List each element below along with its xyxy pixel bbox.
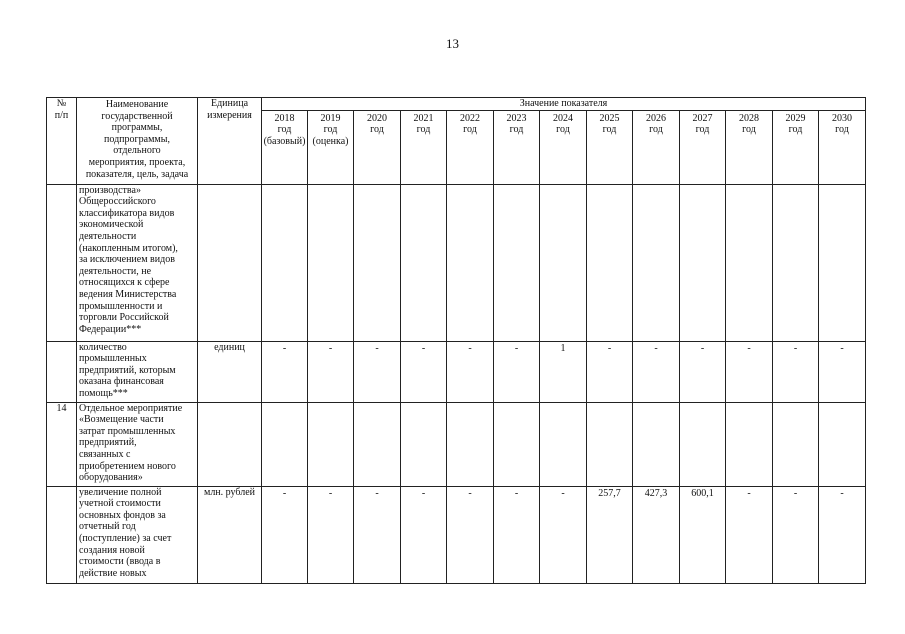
row-unit: млн. рублей	[198, 486, 262, 583]
header-year: 2030 год	[819, 110, 866, 184]
row-value: -	[540, 486, 587, 583]
table-row	[47, 341, 866, 402]
row-value	[447, 184, 494, 341]
table-row	[47, 486, 866, 583]
row-value	[354, 184, 401, 341]
header-year: 2027 год	[680, 110, 726, 184]
header-name: Наименование государственной программы, подпрограммы, отдельного мероприятия, проекта, показателя, цель, задача	[77, 98, 198, 185]
row-value	[494, 184, 540, 341]
row-value	[354, 402, 401, 486]
row-value: -	[401, 486, 447, 583]
page-number: 13	[446, 36, 459, 51]
header-year: 2019 год (оценка)	[308, 110, 354, 184]
indicator-table	[46, 97, 866, 584]
row-name: Отдельное мероприятие «Возмещение части затрат промышленных предприятий, связанных с приобретением нового оборудования»	[77, 402, 198, 486]
row-value: -	[819, 341, 866, 402]
row-value: -	[680, 341, 726, 402]
row-value: -	[262, 486, 308, 583]
row-value	[633, 402, 680, 486]
header-year: 2018 год (базовый)	[262, 110, 308, 184]
row-unit	[198, 184, 262, 341]
row-value	[308, 184, 354, 341]
row-value: 1	[540, 341, 587, 402]
row-value	[540, 402, 587, 486]
row-value	[773, 402, 819, 486]
row-value	[773, 184, 819, 341]
row-value: -	[494, 486, 540, 583]
row-value: -	[773, 486, 819, 583]
row-value: 427,3	[633, 486, 680, 583]
row-unit: единиц	[198, 341, 262, 402]
row-value: 600,1	[680, 486, 726, 583]
header-value-group: Значение показателя	[262, 98, 866, 111]
row-value: -	[447, 341, 494, 402]
table-row	[47, 402, 866, 486]
row-value	[447, 402, 494, 486]
row-value: -	[819, 486, 866, 583]
row-num	[47, 486, 77, 583]
row-name: производства» Общероссийского классификатора видов экономической деятельности (накопленным итогом), за исключением видов деятельности, не относящихся к сфере ведения Министерства промышленности и торговли Российской Федерации***	[77, 184, 198, 341]
row-value	[308, 402, 354, 486]
row-value	[262, 402, 308, 486]
row-value	[819, 184, 866, 341]
row-value	[726, 184, 773, 341]
row-value	[819, 402, 866, 486]
row-value: -	[354, 341, 401, 402]
row-value: 257,7	[587, 486, 633, 583]
row-value: -	[308, 486, 354, 583]
header-year: 2028 год	[726, 110, 773, 184]
row-value: -	[447, 486, 494, 583]
row-value: -	[354, 486, 401, 583]
header-year: 2029 год	[773, 110, 819, 184]
row-value: -	[773, 341, 819, 402]
row-value	[633, 184, 680, 341]
row-value: -	[726, 486, 773, 583]
row-value	[540, 184, 587, 341]
row-value: -	[494, 341, 540, 402]
header-year: 2021 год	[401, 110, 447, 184]
table-row	[47, 184, 866, 341]
row-value	[726, 402, 773, 486]
row-value	[587, 184, 633, 341]
row-value	[401, 402, 447, 486]
header-unit: Единица измерения	[198, 98, 262, 185]
header-num: № п/п	[47, 98, 77, 185]
header-year: 2022 год	[447, 110, 494, 184]
row-unit	[198, 402, 262, 486]
header-year: 2020 год	[354, 110, 401, 184]
row-num	[47, 341, 77, 402]
row-num	[47, 184, 77, 341]
row-name: увеличение полной учетной стоимости основных фондов за отчетный год (поступление) за счет создания новой стоимости (ввода в действие новых	[77, 486, 198, 583]
header-year: 2023 год	[494, 110, 540, 184]
row-value	[680, 402, 726, 486]
row-value: -	[726, 341, 773, 402]
row-value	[494, 402, 540, 486]
row-value: -	[262, 341, 308, 402]
row-value	[680, 184, 726, 341]
row-value: -	[308, 341, 354, 402]
row-value: -	[401, 341, 447, 402]
header-year: 2025 год	[587, 110, 633, 184]
row-value	[587, 402, 633, 486]
header-year: 2024 год	[540, 110, 587, 184]
header-year: 2026 год	[633, 110, 680, 184]
row-value	[262, 184, 308, 341]
row-value	[401, 184, 447, 341]
row-value: -	[633, 341, 680, 402]
row-name: количество промышленных предприятий, которым оказана финансовая помощь***	[77, 341, 198, 402]
row-value: -	[587, 341, 633, 402]
row-num: 14	[47, 402, 77, 486]
